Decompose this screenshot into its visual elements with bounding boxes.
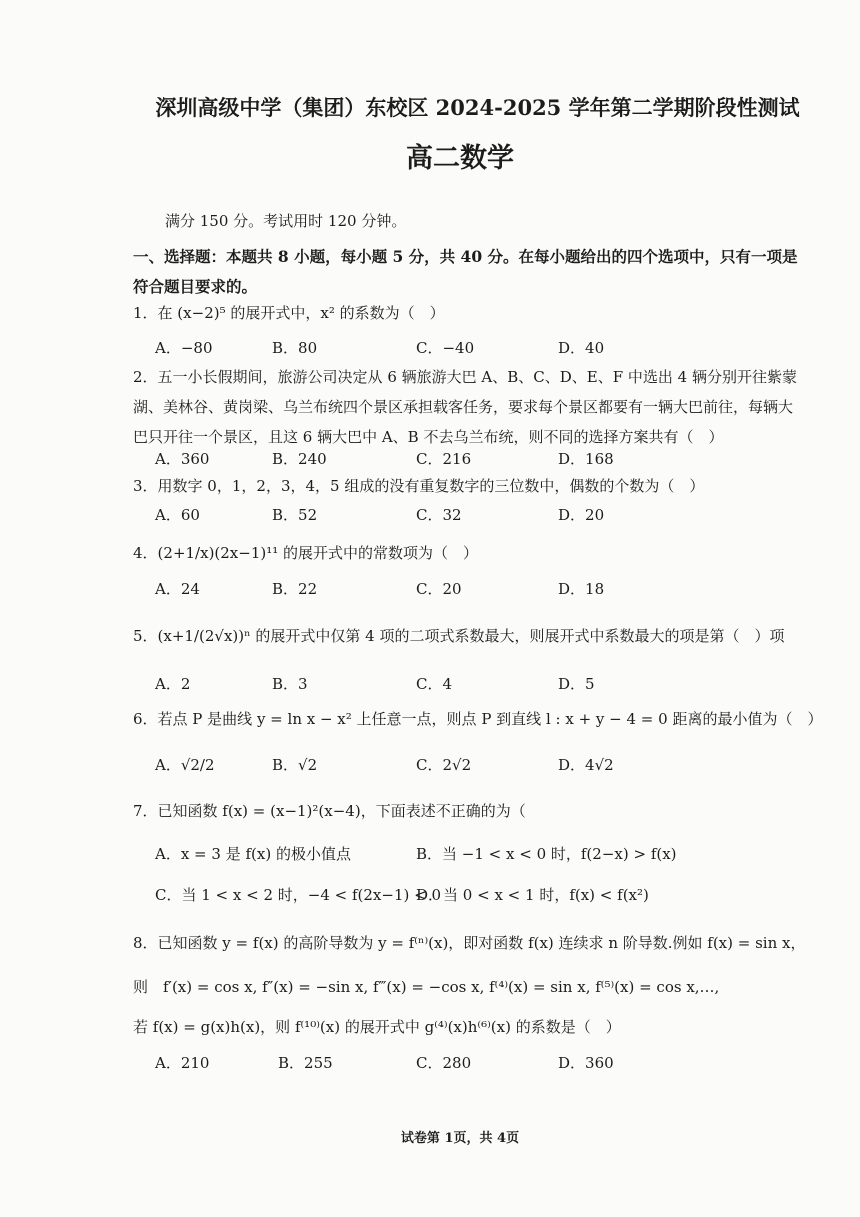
exam-title: 深圳高级中学（集团）东校区 2024-2025 学年第二学期阶段性测试 [155,95,800,120]
question-2-option-d: D．168 [558,450,614,468]
question-8-option-b: B．255 [278,1054,333,1072]
question-8-option-d: D．360 [558,1054,614,1072]
question-2-option-b: B．240 [272,450,327,468]
question-6-option-a: A．√2/2 [155,756,215,774]
question-4-option-a: A．24 [155,580,200,598]
section-heading: 一、选择题：本题共 8 小题，每小题 5 分，共 40 分。在每小题给出的四个选项中，只有一项是符合题目要求的。 [133,247,798,296]
question-3-option-b: B．52 [272,506,318,524]
question-4-stem: 4．(2+1/x)(2x−1)¹¹ 的展开式中的常数项为（ ） [133,544,479,562]
question-8-option-c: C．280 [416,1054,472,1072]
question-8-stem-line-3: 若 f(x) = g(x)h(x)，则 f⁽¹⁰⁾(x) 的展开式中 g⁽⁴⁾(x)h⁽⁶⁾(x) 的系数是（ ） [133,1018,621,1036]
question-4-option-c: C．20 [416,580,462,598]
question-5-stem: 5．(x+1/(2√x))ⁿ 的展开式中仅第 4 项的二项式系数最大，则展开式中系数最大的项是第（ ）项 [133,627,785,645]
question-7-option-c: C．当 1 < x < 2 时，−4 < f(2x−1) < 0 [155,886,442,904]
question-5-option-d: D．5 [558,675,595,693]
question-6-option-c: C．2√2 [416,756,472,774]
question-1-stem: 1．在 (x−2)⁵ 的展开式中，x² 的系数为（ ） [133,304,445,322]
question-7-stem: 7．已知函数 f(x) = (x−1)²(x−4)，下面表述不正确的为（ [133,802,526,820]
question-8-stem: 8．已知函数 y = f(x) 的高阶导数为 y = f⁽ⁿ⁾(x)，即对函数 f(x) 连续求 n 阶导数.例如 f(x) = sin x， [133,934,806,952]
question-8-option-a: A．210 [155,1054,210,1072]
question-7-option-d: D．当 0 < x < 1 时，f(x) < f(x²) [416,886,649,904]
question-3-stem: 3．用数字 0，1，2，3，4，5 组成的没有重复数字的三位数中，偶数的个数为（ ） [133,477,705,495]
page-footer: 试卷第 1页，共 4页 [400,1131,520,1146]
question-3-option-d: D．20 [558,506,605,524]
question-1-option-a: A．−80 [155,339,213,357]
question-1-option-d: D．40 [558,339,605,357]
question-5-option-c: C．4 [416,675,453,693]
question-2-option-a: A．360 [155,450,210,468]
question-7-option-a: A．x = 3 是 f(x) 的极小值点 [155,845,351,863]
question-3-option-a: A．60 [155,506,200,524]
question-6-option-b: B．√2 [272,756,318,774]
question-3-option-c: C．32 [416,506,462,524]
question-8-stem-line-2: 则 f′(x) = cos x, f″(x) = −sin x, f‴(x) = −cos x, f⁽⁴⁾(x) = sin x, f⁽⁵⁾(x) = cos x,…, [133,978,720,996]
question-6-stem: 6．若点 P 是曲线 y = ln x − x² 上任意一点，则点 P 到直线 l : x + y − 4 = 0 距离的最小值为（ ） [133,710,823,728]
question-1-option-b: B．80 [272,339,318,357]
question-4-option-d: D．18 [558,580,605,598]
question-5-option-b: B．3 [272,675,308,693]
question-6-option-d: D．4√2 [558,756,614,774]
question-2-option-c: C．216 [416,450,472,468]
question-2-stem: 2．五一小长假期间，旅游公司决定从 6 辆旅游大巴 A、B、C、D、E、F 中选出 4 辆分别开往紫蒙湖、美林谷、黄岗梁、乌兰布统四个景区承担载客任务，要求每个景区都要有一辆大巴前往，每辆大巴只开往一个景区，且这 6 辆大巴中 A、B 不去乌兰布统，则不同的选择方案共有（ ） [133,368,797,446]
question-4-option-b: B．22 [272,580,318,598]
exam-instructions: 满分 150 分。考试用时 120 分钟。 [165,212,407,230]
question-7-option-b: B．当 −1 < x < 0 时，f(2−x) > f(x) [416,845,677,863]
question-1-option-c: C．−40 [416,339,475,357]
question-5-option-a: A．2 [155,675,191,693]
exam-subject: 高二数学 [406,143,514,174]
